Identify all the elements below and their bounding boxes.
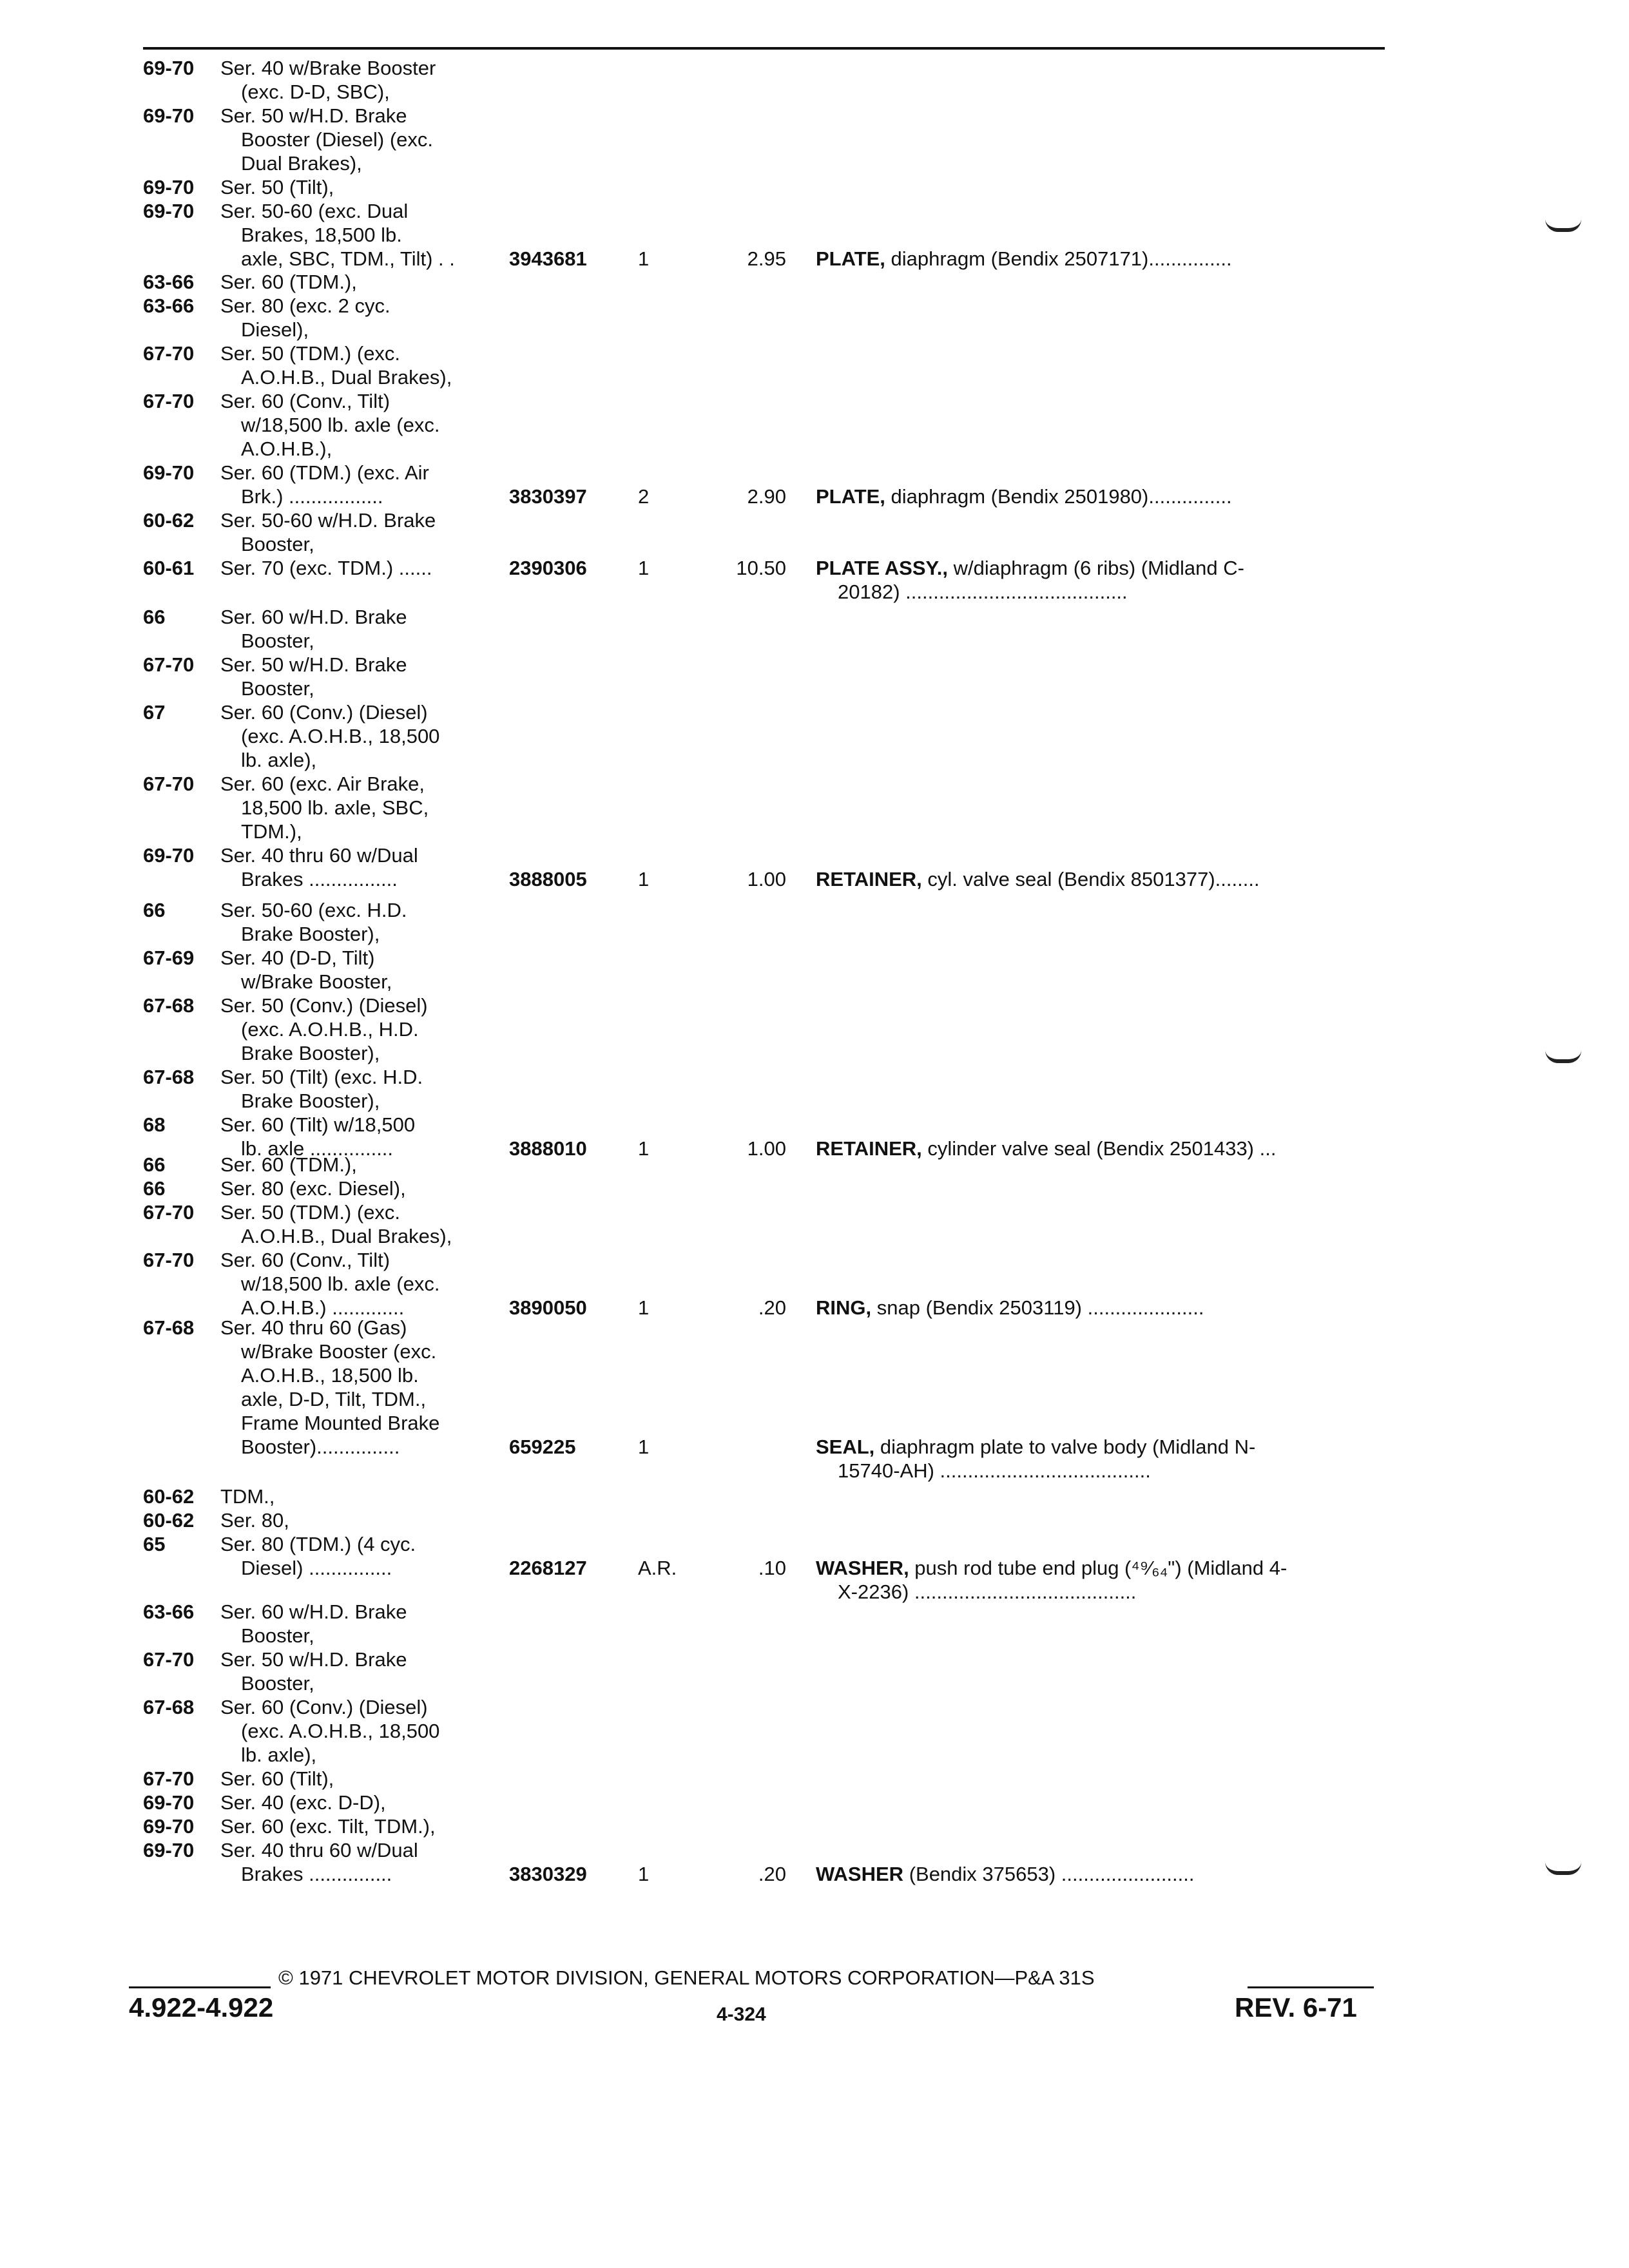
application-text: Ser. 80 (exc. Diesel), (220, 1177, 406, 1200)
top-rule (143, 47, 1385, 50)
part-number: 3888010 (509, 1137, 587, 1160)
part-description: PLATE ASSY., w/diaphragm (6 ribs) (Midland C- (816, 557, 1244, 579)
application-text: Ser. 60 w/H.D. Brake (220, 1600, 407, 1623)
part-name: PLATE ASSY., (816, 557, 948, 579)
part-description: RING, snap (Bendix 2503119) ..................... (816, 1296, 1204, 1319)
application-text: Ser. 60 (TDM.), (220, 1153, 357, 1176)
application-text: A.O.H.B., 18,500 lb. (241, 1364, 419, 1387)
part-description: RETAINER, cylinder valve seal (Bendix 2501433) ... (816, 1137, 1277, 1160)
model-years: 69-70 (143, 200, 195, 222)
model-years: 60-61 (143, 557, 195, 579)
application-text: Ser. 80 (exc. 2 cyc. (220, 294, 390, 317)
application-text: Ser. 50 (Tilt), (220, 176, 334, 198)
application-text: axle, D-D, Tilt, TDM., (241, 1388, 427, 1410)
application-text: w/18,500 lb. axle (exc. (241, 414, 440, 436)
application-text: Ser. 40 thru 60 w/Dual (220, 1839, 418, 1861)
model-years: 67-68 (143, 1696, 195, 1718)
application-text: Ser. 50 (Conv.) (Diesel) (220, 994, 428, 1017)
model-years: 67-70 (143, 653, 195, 676)
application-text: Ser. 50 (TDM.) (exc. (220, 1201, 401, 1224)
application-text: Booster, (241, 1672, 314, 1695)
model-years: 69-70 (143, 104, 195, 127)
part-name: PLATE, (816, 247, 885, 270)
application-text: Ser. 60 w/H.D. Brake (220, 606, 407, 628)
part-number: 3943681 (509, 247, 587, 270)
application-text: Ser. 60 (TDM.) (exc. Air (220, 461, 429, 484)
model-years: 68 (143, 1113, 166, 1136)
application-text: Ser. 60 (Tilt) w/18,500 (220, 1113, 416, 1136)
application-text: (exc. A.O.H.B., 18,500 (241, 725, 440, 747)
application-text: w/Brake Booster, (241, 970, 392, 993)
model-years: 67-70 (143, 342, 195, 365)
model-years: 60-62 (143, 1485, 195, 1508)
list-price: 1.00 (747, 1137, 786, 1160)
application-text: A.O.H.B.) ............. (241, 1296, 405, 1319)
application-text: A.O.H.B., Dual Brakes), (241, 1225, 452, 1247)
model-years: 66 (143, 1153, 166, 1176)
part-name: PLATE, (816, 485, 885, 508)
model-years: 60-62 (143, 509, 195, 532)
quantity: 1 (638, 868, 650, 890)
footer-page-number: 4-324 (717, 2004, 766, 2025)
application-text: Brakes ................ (241, 868, 398, 890)
application-text: Ser. 40 thru 60 w/Dual (220, 844, 418, 867)
application-text: Ser. 60 (Conv., Tilt) (220, 1249, 390, 1271)
model-years: 67-70 (143, 390, 195, 412)
model-years: 69-70 (143, 844, 195, 867)
footer-section-code: 4.922-4.922 (129, 1992, 274, 2023)
application-text: Frame Mounted Brake (241, 1412, 440, 1434)
model-years: 63-66 (143, 1600, 195, 1623)
application-text: Ser. 60 (exc. Air Brake, (220, 773, 425, 795)
application-text: Ser. 50 w/H.D. Brake (220, 1648, 407, 1671)
model-years: 69-70 (143, 461, 195, 484)
application-text: (exc. A.O.H.B., H.D. (241, 1018, 419, 1041)
part-number: 3890050 (509, 1296, 587, 1319)
application-text: Ser. 60 (Conv., Tilt) (220, 390, 390, 412)
application-text: Ser. 80 (TDM.) (4 cyc. (220, 1533, 416, 1555)
application-text: Booster)............... (241, 1436, 400, 1458)
part-name: RING, (816, 1296, 872, 1319)
application-text: Ser. 50 (Tilt) (exc. H.D. (220, 1066, 423, 1088)
quantity: 2 (638, 485, 650, 508)
application-text: A.O.H.B., Dual Brakes), (241, 366, 452, 389)
application-text: A.O.H.B.), (241, 437, 333, 460)
part-name: WASHER (816, 1863, 904, 1885)
model-years: 66 (143, 1177, 166, 1200)
application-text: Ser. 50-60 (exc. H.D. (220, 899, 407, 921)
quantity: 1 (638, 557, 650, 579)
list-price: 1.00 (747, 868, 786, 890)
application-text: 18,500 lb. axle, SBC, (241, 796, 429, 819)
application-text: (exc. A.O.H.B., 18,500 (241, 1720, 440, 1742)
model-years: 66 (143, 606, 166, 628)
application-text: Ser. 50 w/H.D. Brake (220, 104, 407, 127)
part-description: PLATE, diaphragm (Bendix 2507171)............... (816, 247, 1232, 270)
part-name: RETAINER, (816, 868, 922, 890)
application-text: Ser. 60 (TDM.), (220, 271, 357, 293)
model-years: 69-70 (143, 1815, 195, 1838)
application-text: Ser. 60 (Conv.) (Diesel) (220, 1696, 428, 1718)
part-number: 659225 (509, 1436, 576, 1458)
application-text: axle, SBC, TDM., Tilt) . . (241, 247, 455, 270)
application-text: Brk.) ................. (241, 485, 383, 508)
model-years: 67-68 (143, 1066, 195, 1088)
list-price: 2.90 (747, 485, 786, 508)
application-text: Diesel) ............... (241, 1557, 392, 1579)
model-years: 69-70 (143, 1791, 195, 1814)
model-years: 63-66 (143, 294, 195, 317)
part-description: WASHER, push rod tube end plug (⁴⁹⁄₆₄") (Midland 4- (816, 1557, 1287, 1579)
application-text: Ser. 60 (exc. Tilt, TDM.), (220, 1815, 436, 1838)
application-text: w/18,500 lb. axle (exc. (241, 1273, 440, 1295)
binding-mark (1545, 1862, 1581, 1875)
application-text: Ser. 50-60 w/H.D. Brake (220, 509, 436, 532)
application-text: w/Brake Booster (exc. (241, 1340, 437, 1363)
application-text: Brakes, 18,500 lb. (241, 224, 402, 246)
application-text: TDM.), (241, 820, 302, 843)
binding-mark (1545, 219, 1581, 232)
application-text: Ser. 40 (exc. D-D), (220, 1791, 386, 1814)
part-name: WASHER, (816, 1557, 909, 1579)
part-description: PLATE, diaphragm (Bendix 2501980)............... (816, 485, 1232, 508)
application-text: Booster, (241, 629, 314, 652)
model-years: 69-70 (143, 57, 195, 79)
footer-copyright: © 1971 CHEVROLET MOTOR DIVISION, GENERAL MOTORS CORPORATION—P&A 31S (278, 1966, 1095, 1989)
model-years: 69-70 (143, 176, 195, 198)
application-text: Brake Booster), (241, 1042, 380, 1064)
application-text: Ser. 40 (D-D, Tilt) (220, 947, 375, 969)
part-description-cont: 20182) ........................................ (838, 581, 1128, 603)
part-number: 3830329 (509, 1863, 587, 1885)
application-text: Brakes ............... (241, 1863, 392, 1885)
application-text: Ser. 40 w/Brake Booster (220, 57, 436, 79)
model-years: 65 (143, 1533, 166, 1555)
application-text: Ser. 70 (exc. TDM.) ...... (220, 557, 432, 579)
model-years: 67-70 (143, 773, 195, 795)
list-price: .20 (758, 1296, 786, 1319)
model-years: 60-62 (143, 1509, 195, 1532)
quantity: 1 (638, 1137, 650, 1160)
part-name: RETAINER, (816, 1137, 922, 1160)
footer-revision: REV. 6-71 (1235, 1992, 1357, 2023)
application-text: Ser. 50-60 (exc. Dual (220, 200, 409, 222)
application-text: Dual Brakes), (241, 152, 362, 175)
application-text: lb. axle), (241, 1744, 317, 1766)
application-text: Booster (Diesel) (exc. (241, 128, 434, 151)
model-years: 66 (143, 899, 166, 921)
quantity: 1 (638, 1863, 650, 1885)
application-text: (exc. D-D, SBC), (241, 81, 390, 103)
quantity: 1 (638, 1296, 650, 1319)
list-price: .10 (758, 1557, 786, 1579)
model-years: 69-70 (143, 1839, 195, 1861)
part-description: RETAINER, cyl. valve seal (Bendix 8501377)........ (816, 868, 1260, 890)
model-years: 67-68 (143, 994, 195, 1017)
model-years: 63-66 (143, 271, 195, 293)
part-description-cont: X-2236) ........................................ (838, 1581, 1137, 1603)
application-text: lb. axle), (241, 749, 317, 771)
application-text: TDM., (220, 1485, 275, 1508)
application-text: Booster, (241, 533, 314, 555)
footer-rule-right (1248, 1986, 1374, 1988)
part-description: WASHER (Bendix 375653) ........................ (816, 1863, 1195, 1885)
part-description: SEAL, diaphragm plate to valve body (Midland N- (816, 1436, 1256, 1458)
model-years: 67-70 (143, 1249, 195, 1271)
application-text: Booster, (241, 1624, 314, 1647)
list-price: 10.50 (736, 557, 786, 579)
application-text: Ser. 60 (Conv.) (Diesel) (220, 701, 428, 724)
quantity: 1 (638, 247, 650, 270)
part-number: 2390306 (509, 557, 587, 579)
binding-mark (1545, 1050, 1581, 1063)
part-number: 3830397 (509, 485, 587, 508)
application-text: lb. axle ............... (241, 1137, 394, 1160)
model-years: 67 (143, 701, 166, 724)
part-name: SEAL, (816, 1436, 875, 1458)
model-years: 67-70 (143, 1767, 195, 1790)
model-years: 67-68 (143, 1316, 195, 1339)
list-price: 2.95 (747, 247, 786, 270)
application-text: Booster, (241, 677, 314, 700)
quantity: A.R. (638, 1557, 677, 1579)
application-text: Ser. 50 w/H.D. Brake (220, 653, 407, 676)
part-number: 3888005 (509, 868, 587, 890)
application-text: Diesel), (241, 318, 309, 341)
part-number: 2268127 (509, 1557, 587, 1579)
model-years: 67-70 (143, 1201, 195, 1224)
application-text: Ser. 80, (220, 1509, 289, 1532)
footer-rule-left (129, 1986, 271, 1988)
part-description-cont: 15740-AH) ...................................... (838, 1459, 1151, 1482)
quantity: 1 (638, 1436, 650, 1458)
application-text: Brake Booster), (241, 923, 380, 945)
application-text: Ser. 60 (Tilt), (220, 1767, 334, 1790)
application-text: Brake Booster), (241, 1090, 380, 1112)
model-years: 67-69 (143, 947, 195, 969)
list-price: .20 (758, 1863, 786, 1885)
application-text: Ser. 50 (TDM.) (exc. (220, 342, 401, 365)
model-years: 67-70 (143, 1648, 195, 1671)
application-text: Ser. 40 thru 60 (Gas) (220, 1316, 407, 1339)
